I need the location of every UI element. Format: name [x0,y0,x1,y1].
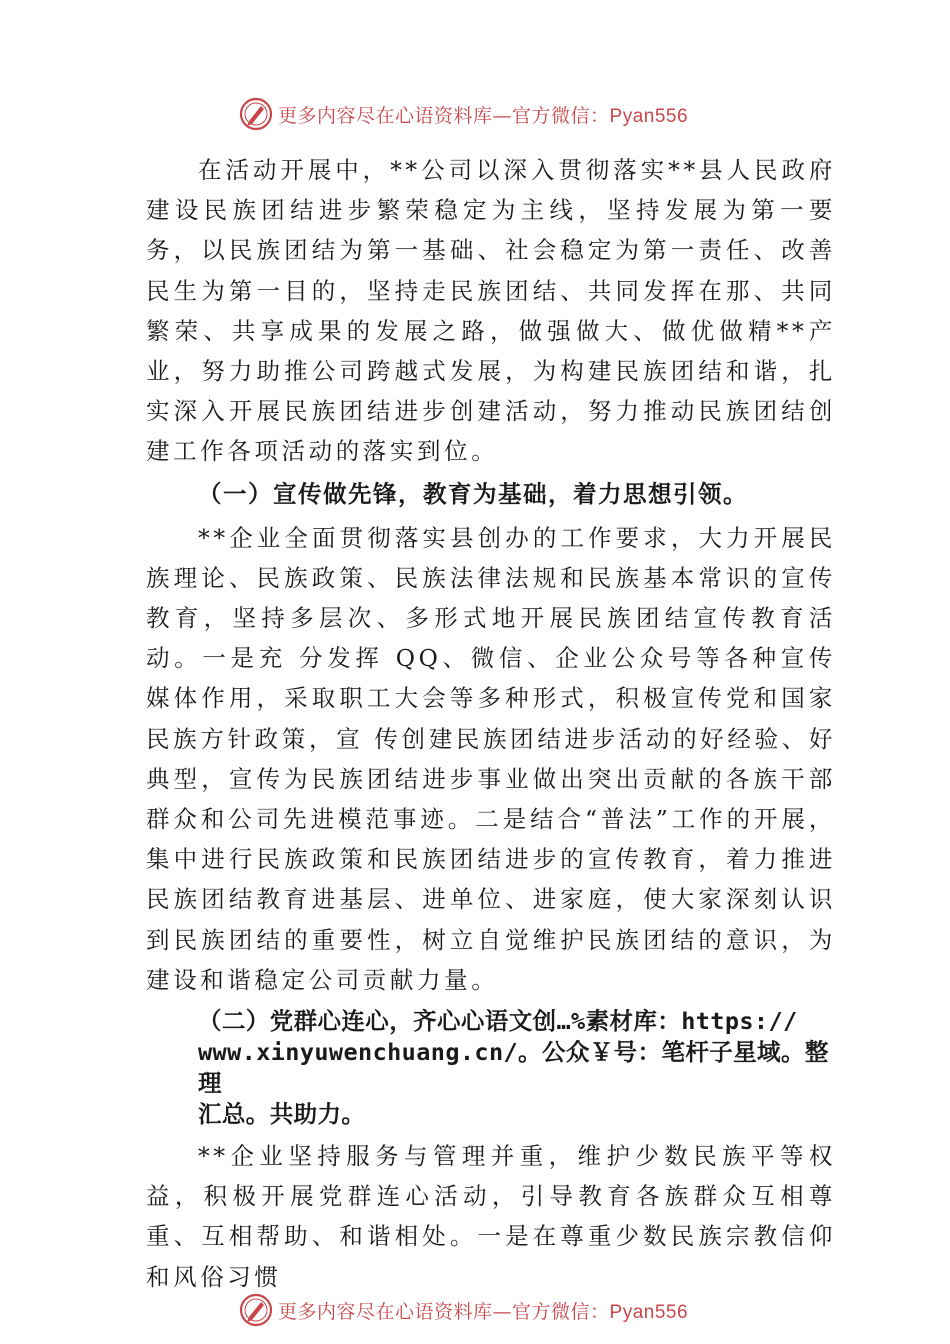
pen-nib-seal-icon [238,1292,274,1328]
footer-banner [0,1290,950,1330]
section-heading-2-line-2: www.xinyuwenchuang.cn/。公众￥号：笔杆子星域。整理 [198,1038,829,1098]
section-heading-2-line-3: 汇总。共助力。 [198,1100,366,1129]
footer-text: 更多内容尽在心语资料库—官方微信：Pyan556 [278,1300,689,1323]
section-heading-2-line-1: （二）党群心连心，齐心心语文创…%素材库：https:// [198,1007,798,1036]
document-body [146,150,836,1297]
paragraph-intro: 在活动开展中，**公司以深入贯彻落实**县人民政府建设民族团结进步繁荣稳定为主线，坚持发展为第一要务，以民族团结为第一基础、社会稳定为第一责任、改善民生为第一目的，坚持走民族团结、共同发挥在那、共同繁荣、共享成果的发展之路，做强做大、做优做精**产业，努力助推公司跨越式发展，为构建民族团结和谐，扎实深入开展民族团结进步创建活动，努力推动民族团结创建工作各项活动的落实到位。 [146,156,836,466]
header-wechat-id: Pyan556 [609,105,689,127]
section-heading-2 [146,1006,836,1130]
footer-wechat-id: Pyan556 [609,1301,689,1323]
header-banner [0,94,950,134]
paragraph-party-masses: **企业坚持服务与管理并重，维护少数民族平等权益，积极开展党群连心活动，引导教育各族群众互相尊重、互相帮助、和谐相处。一是在尊重少数民族宗教信仰和风俗习惯 [146,1142,836,1291]
section-heading-1: （一）宣传做先锋，教育为基础，着力思想引领。 [198,479,748,508]
header-text: 更多内容尽在心语资料库—官方微信：Pyan556 [278,104,689,127]
pen-nib-seal-icon [238,96,274,132]
paragraph-publicity: **企业全面贯彻落实县创办的工作要求，大力开展民族理论、民族政策、民族法律法规和民族基本常识的宣传教育，坚持多层次、多形式地开展民族团结宣传教育活动。一是充 分发挥 QQ、微信、企业公众号等各种宣传媒体作用，采取职工大会等多种形式，积极宣传党和国家民族方针政策，宣 传创建民族团结进步活动的好经验、好典型，宣传为民族团结进步事业做出突出贡献的各族干部群众和公司先进模范事迹。二是结合“普法”工作的开展，集中进行民族政策和民族团结进步的宣传教育，着力推进民族团结教育进基层、进单位、进家庭，使大家深刻认识到民族团结的重要性，树立自觉维护民族团结的意识，为建设和谐稳定公司贡献力量。 [146,523,836,994]
